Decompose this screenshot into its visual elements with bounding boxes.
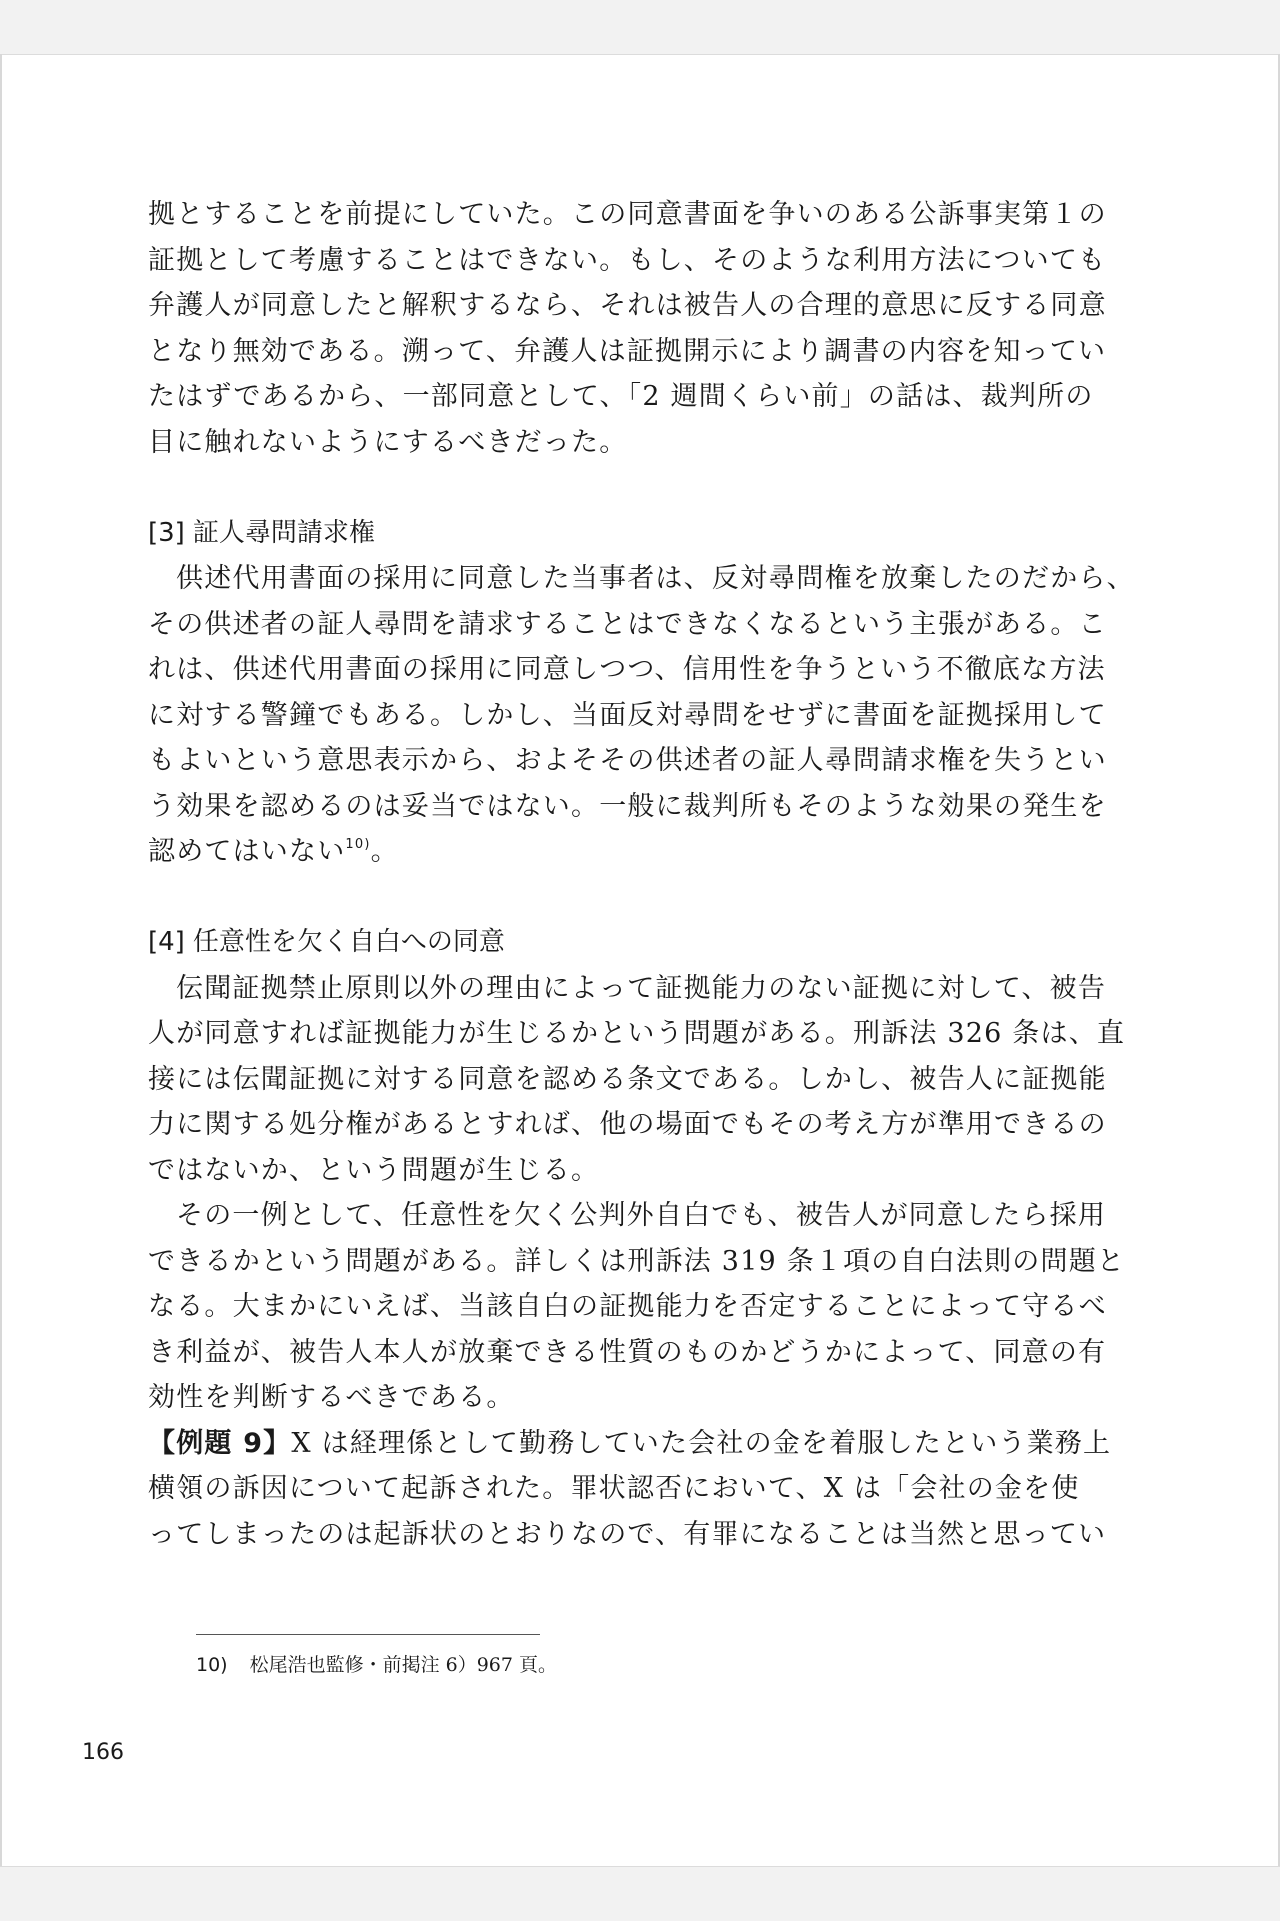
text-line: 拠とすることを前提にしていた。この同意書面を争いのある公訴事実第１の <box>148 199 1107 230</box>
text-line: もよいという意思表示から、およそその供述者の証人尋問請求権を失うとい <box>148 745 1107 776</box>
text-line: 効性を判断するべきである。 <box>148 1382 515 1413</box>
section-heading-3 <box>148 511 1103 557</box>
text-line: 接には伝聞証拠に対する同意を認める条文である。しかし、被告人に証拠能 <box>148 1063 1107 1095</box>
text-line: 人が同意すれば証拠能力が生じるかという問題がある。刑訴法 326 条は、直 <box>148 1018 1126 1049</box>
text-line: 目に触れないようにするべきだった。 <box>148 426 628 458</box>
text-line: れは、供述代用書面の採用に同意しつつ、信用性を争うという不徹底な方法 <box>148 654 1106 685</box>
text-line: たはずであるから、一部同意として、「2 週間くらい前」の話は、裁判所の <box>148 381 1094 412</box>
section-4-paragraph-1 <box>148 966 1126 1194</box>
viewer-top-bar <box>0 0 1280 55</box>
footnote-reference[interactable]: 10) <box>345 837 371 852</box>
example-9 <box>148 1421 1112 1558</box>
text-line: 証拠として考慮することはできない。もし、そのような利用方法についても <box>148 244 1107 276</box>
text-line: ってしまったのは起訴状のとおりなので、有罪になることは当然と思ってい <box>148 1518 1107 1550</box>
section-title: 任意性を欠く自白への同意 <box>192 927 505 957</box>
text-line: 力に関する処分権があるとすれば、他の場面でもその考え方が準用できるの <box>148 1109 1107 1140</box>
text-line: その供述者の証人尋問を請求することはできなくなるという主張がある。こ <box>148 608 1107 640</box>
text-line: ではないか、という問題が生じる。 <box>148 1154 600 1186</box>
text-line: に対する警鐘でもある。しかし、当面反対尋問をせずに書面を証拠採用して <box>148 699 1107 731</box>
page-number: 166 <box>82 1740 124 1765</box>
section-heading-4 <box>148 920 1103 966</box>
text-line <box>148 1421 1112 1467</box>
paragraph-continuation <box>148 192 1107 465</box>
text-line <box>148 829 1103 875</box>
line-text: X は経理係として勤務していた会社の金を着服したという業務上 <box>291 1427 1112 1459</box>
page-left-edge <box>0 54 2 1866</box>
section-title: 証人尋問請求権 <box>192 517 375 548</box>
section-3-paragraph <box>148 556 1135 875</box>
viewer-bottom-bar <box>0 1866 1280 1921</box>
text-line: 横領の訴因について起訴された。罪状認否において、X は「会社の金を使 <box>148 1473 1080 1504</box>
text-line: となり無効である。溯って、弁護人は証拠開示により調書の内容を知ってい <box>148 335 1107 367</box>
text-line: 供述代用書面の採用に同意した当事者は、反対尋問権を放棄したのだから、 <box>176 563 1135 594</box>
text-line: 弁護人が同意したと解釈するなら、それは被告人の合理的意思に反する同意 <box>148 290 1107 321</box>
section-number: [3] <box>148 517 185 548</box>
footnote-divider <box>196 1634 540 1635</box>
line-end: 。 <box>370 836 399 867</box>
page-body <box>148 192 1135 1557</box>
footnote-number: 10) <box>196 1654 228 1676</box>
example-label: 【例題 9】 <box>148 1427 292 1459</box>
line-text: 認めてはいない <box>148 836 346 867</box>
section-number: [4] <box>148 927 185 957</box>
text-line: き利益が、被告人本人が放棄できる性質のものかどうかによって、同意の有 <box>148 1336 1107 1368</box>
text-line: その一例として、任意性を欠く公判外自白でも、被告人が同意したら採用 <box>176 1200 1107 1231</box>
footnote-text: 松尾浩也監修・前掲注 6）967 頁。 <box>249 1654 558 1676</box>
section-4-paragraph-2 <box>148 1193 1126 1421</box>
footnote <box>196 1650 557 1680</box>
text-line: 伝聞証拠禁止原則以外の理由によって証拠能力のない証拠に対して、被告 <box>176 972 1107 1004</box>
text-line: う効果を認めるのは妥当ではない。一般に裁判所もそのような効果の発生を <box>148 790 1107 822</box>
text-line: なる。大まかにいえば、当該自白の証拠能力を否定することによって守るべ <box>148 1291 1107 1322</box>
text-line: できるかという問題がある。詳しくは刑訴法 319 条１項の自白法則の問題と <box>148 1245 1126 1277</box>
